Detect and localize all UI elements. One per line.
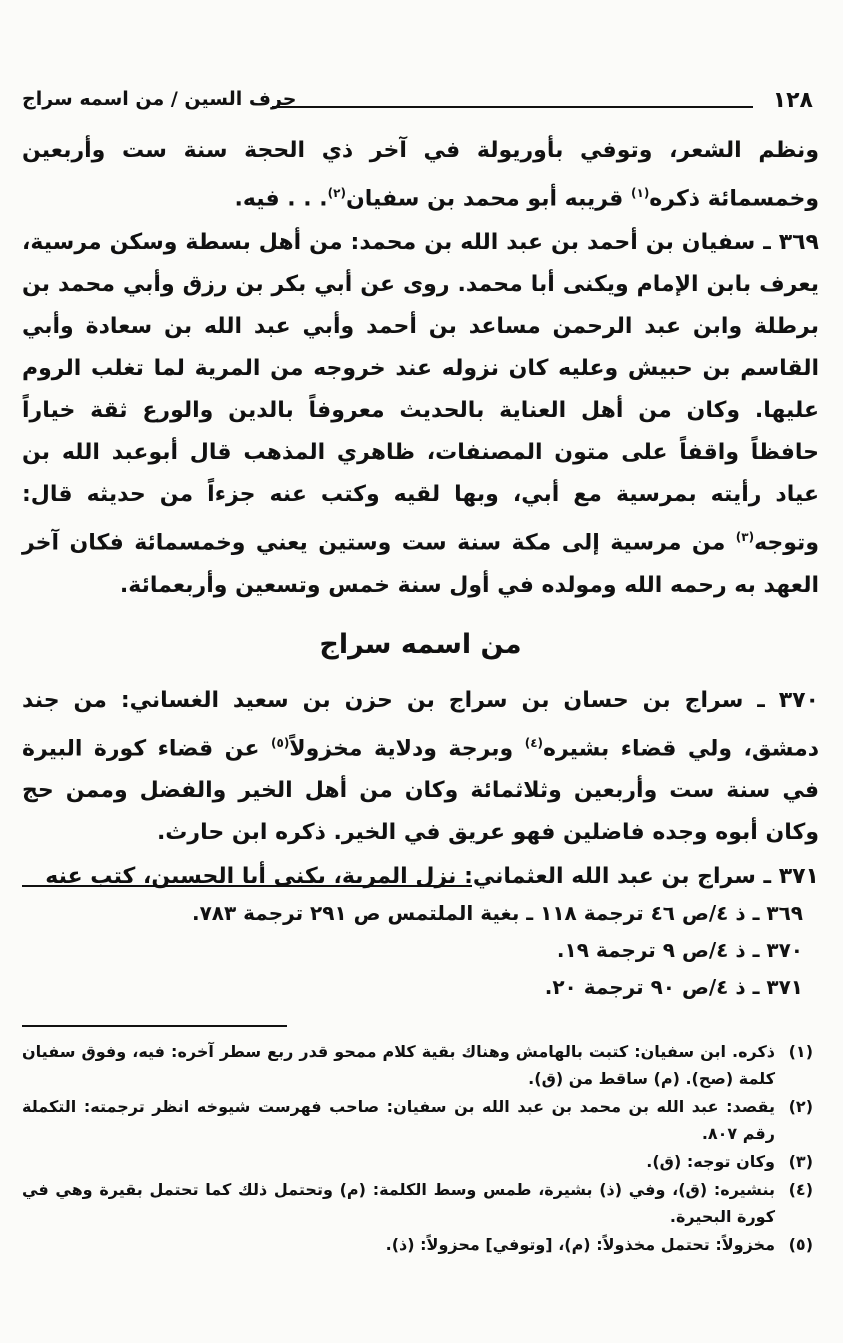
entry-370 [22,680,819,854]
paragraph-text: ٣٧١ ـ سراج بن عبد الله العثماني: نزل المرية، يكنى أبا الحسين، كتب عنه [45,863,819,889]
footnote-number: (٢) [788,1097,813,1116]
footnote-number: (٥) [788,1235,813,1254]
entry-369 [22,222,819,606]
footnote [22,1038,813,1092]
footnote [22,1231,813,1258]
paragraph-text: عن قضاء كورة البيرة في سنة ست وأربعين وثلاثمائة وكان من أهل الخير والفضل وممن حج وكان أبوه وجده فاضلين فهو عريق في الخير. ذكره ابن حارث. [22,735,819,845]
reference-line: ٣٦٩ ـ ذ ٤/ص ٤٦ ترجمة ١١٨ ـ بغية الملتمس ص ٢٩١ ترجمة ٧٨٣. [191,901,803,925]
footnote-marker: (١) [631,186,650,200]
references [40,895,803,1006]
footnote-number: (٣) [788,1152,813,1171]
main-text [22,130,819,898]
footnote [22,1093,813,1147]
footnote-marker: (٥) [271,735,290,750]
footnote [22,1176,813,1230]
footnote [22,1148,813,1175]
reference-line: ٣٧٠ ـ ذ ٤/ص ٩ ترجمة ١٩. [556,938,803,962]
footnote-text: ذكره. ابن سفيان: كتبت بالهامش وهناك بقية كلام ممحو قدر ربع سطر آخره: فيه، وفوق سفيان كلمة (صح). (م) ساقط من (ق). [22,1042,775,1088]
footnote-marker: (٤) [524,735,543,750]
paragraph-text: وبرجة ودلاية مخزولاً [289,735,525,761]
paragraph-text: من مرسية إلى مكة سنة ست وستين يعني وخمسمائة فكان آخر العهد به رحمه الله ومولده في أول سنة خمس وتسعين وأربعمائة. [22,530,819,598]
footnotes-rule [22,1025,287,1027]
paragraph-text: ٣٦٩ ـ سفيان بن أحمد بن عبد الله بن محمد: من أهل بسطة وسكن مرسية، يعرف بابن الإمام ويكنى أبا محمد. روى عن أبي بكر بن رزق وأبي محمد بن برطلة وابن عبد الرحمن مساعد بن أحمد وأبي عبد الله بن سعادة وأبي القاسم بن حبيش وعليه كان نزوله عند خروجه من المرية لما تغلب الروم عليها. وكان من أهل العناية بالحديث معروفاً بالدين والورع ثقة خياراً حافظاً واقفاً على متون المصنفات، ظاهري المذهب قال أبوعبد الله بن عياد رأيته بمرسية مع أبي، وبها لقيه وكتب عنه جزءاً من حديثه قال: وتوجه [22,230,819,556]
footnote-text: يقصد: عبد الله بن محمد بن عبد الله بن سفيان: صاحب فهرست شيوخه انظر ترجمته: التكملة رقم ٨٠٧. [22,1097,775,1143]
section-heading: من اسمه سراج [319,628,522,660]
footnote-text: مخزولاً: تحتمل مخذولاً: (م)، [وتوفي] محزولاً: (ذ). [385,1235,775,1254]
page-number: ١٢٨ [772,88,813,113]
running-title: حرف السين / من اسمه سراج [22,88,297,110]
footnote-text: وكان توجه: (ق). [646,1152,775,1171]
page-header [22,88,813,118]
paragraph-continuation [22,130,819,220]
footnotes [22,1038,813,1259]
footnote-marker: (٣) [735,530,755,545]
paragraph-text: . . . فيه. [234,186,328,212]
footnote-number: (٤) [788,1180,813,1199]
entry-371 [22,856,819,898]
reference-line: ٣٧١ ـ ذ ٤/ص ٩٠ ترجمة ٢٠. [544,975,803,999]
header-rule [272,106,753,108]
paragraph-text: ٣٧٠ ـ سراج بن حسان بن سراج بن حزن بن سعيد الغساني: من جند دمشق، ولي قضاء بشيره [22,687,819,761]
paragraph-text: قريبه أبو محمد بن سفيان [345,186,631,212]
references-rule [22,885,472,887]
paragraph-text: ونظم الشعر، وتوفي بأوريولة في آخر ذي الحجة سنة ست وأربعين وخمسمائة ذكره [22,138,819,212]
footnote-text: بنشيره: (ق)، وفي (ذ) بشيرة، طمس وسط الكلمة: (م) وتحتمل ذلك كما تحتمل بقيرة وهي في كورة البحيرة. [22,1180,775,1226]
footnote-number: (١) [788,1042,813,1061]
footnote-marker: (٢) [327,186,346,200]
